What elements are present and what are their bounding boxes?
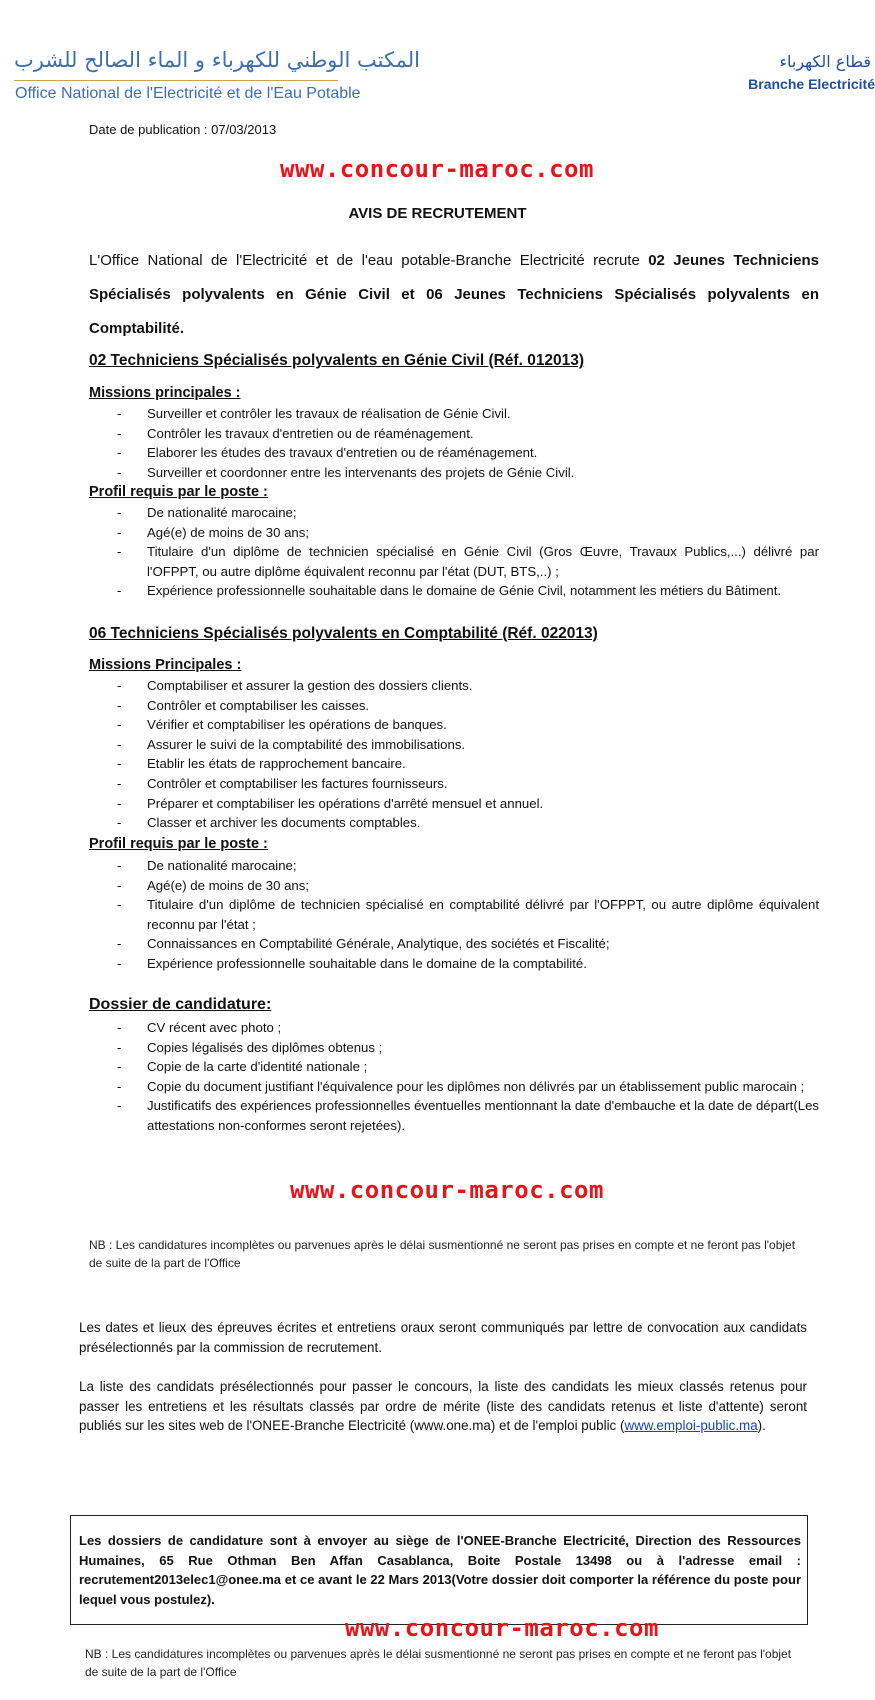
list-item: - Agé(e) de moins de 30 ans;: [89, 523, 819, 543]
paragraph-publication-end: ).: [757, 1418, 766, 1434]
dossier-list: [89, 1018, 819, 1136]
list-item: - Agé(e) de moins de 30 ans;: [89, 876, 819, 896]
nb-note-1: NB : Les candidatures incomplètes ou parvenues après le délai susmentionné ne seront pas prises en compte et ne feront pas l'objet de suite de la part de l'Office: [89, 1238, 796, 1270]
list-item: - Titulaire d'un diplôme de technicien spécialisé en Génie Civil (Gros Œuvre, Travaux Publics,...) délivré par l'OFPPT, ou autre diplôme équivalent reconnu par l'état (DUT, BTS,..) ;: [89, 542, 819, 581]
section-genie-civil-heading: 02 Techniciens Spécialisés polyvalents en Génie Civil (Réf. 012013): [89, 352, 585, 369]
list-item: - Préparer et comptabiliser les opérations d'arrêté mensuel et annuel.: [89, 794, 819, 814]
list-item: - Contrôler les travaux d'entretien ou de réaménagement.: [89, 424, 819, 444]
list-item: - De nationalité marocaine;: [89, 503, 819, 523]
watermark-top: www.concour-maroc.com: [280, 155, 594, 183]
intro-paragraph: [89, 244, 819, 346]
submission-text: Les dossiers de candidature sont à envoyer au siège de l'ONEE-Branche Electricité, Direction des Ressources Humaines, 65 Rue Othman Ben Affan Casablanca, Boite Postale 13498 ou à l'adresse email : recrutement2013elec1@onee.ma et ce avant le 22 Mars 2013(Votre dossier doit comporter la référence du poste pour lequel vous postulez).: [79, 1533, 801, 1607]
page-title: AVIS DE RECRUTEMENT: [348, 205, 527, 222]
org-name-french: Office National de l'Electricité et de l'Eau Potable: [15, 85, 361, 102]
paragraph-publication-text: La liste des candidats présélectionnés pour passer le concours, la liste des candidats les mieux classés retenus pour passer les entretiens et les résultats classés par ordre de mérite (liste des candidats retenus et liste d'attente) seront publiés sur les sites web de l'ONEE-Branche Electricité (www.one.ma) et de l'emploi public (: [79, 1379, 807, 1434]
list-item: - Copies légalisés des diplômes obtenus ;: [89, 1038, 819, 1058]
list-item: - De nationalité marocaine;: [89, 856, 819, 876]
list-item: - Copie du document justifiant l'équivalence pour les diplômes non délivrés par un établissement public marocain ;: [89, 1077, 819, 1097]
list-item: - Titulaire d'un diplôme de technicien spécialisé en comptabilité délivré par l'OFPPT, ou autre diplôme équivalent reconnu par l'état ;: [89, 895, 819, 934]
list-item: - Expérience professionnelle souhaitable dans le domaine de la comptabilité.: [89, 954, 819, 974]
list-item: - Connaissances en Comptabilité Générale, Analytique, des sociétés et Fiscalité;: [89, 934, 819, 954]
list-item: - Elaborer les études des travaux d'entretien ou de réaménagement.: [89, 443, 819, 463]
list-item: - Etablir les états de rapprochement bancaire.: [89, 754, 819, 774]
dossier-title: Dossier de candidature:: [89, 996, 272, 1013]
section-comptabilite-heading: 06 Techniciens Spécialisés polyvalents en Comptabilité (Réf. 022013): [89, 625, 598, 642]
paragraph-convocation: Les dates et lieux des épreuves écrites et entretiens oraux seront communiqués par lettre de convocation aux candidats présélectionnés par la commission de recrutement.: [79, 1320, 807, 1355]
section1-missions-list: [89, 404, 819, 482]
list-item: - Comptabiliser et assurer la gestion des dossiers clients.: [89, 676, 819, 696]
list-item: - Contrôler et comptabiliser les factures fournisseurs.: [89, 774, 819, 794]
list-item: - Expérience professionnelle souhaitable dans le domaine de Génie Civil, notamment les métiers du Bâtiment.: [89, 581, 819, 601]
section2-missions-list: [89, 676, 819, 833]
header-divider: [14, 80, 338, 81]
nb-note-2: NB : Les candidatures incomplètes ou parvenues après le délai susmentionné ne seront pas prises en compte et ne feront pas l'objet de suite de la part de l'Office: [85, 1647, 792, 1679]
list-item: - Surveiller et coordonner entre les intervenants des projets de Génie Civil.: [89, 463, 819, 483]
emploi-public-link[interactable]: www.emploi-public.ma: [624, 1418, 758, 1434]
list-item: - CV récent avec photo ;: [89, 1018, 819, 1038]
publication-date: Date de publication : 07/03/2013: [89, 122, 277, 137]
section2-missions-title: Missions Principales :: [89, 657, 242, 673]
section1-profile-title: Profil requis par le poste :: [89, 484, 268, 500]
section1-profile-list: [89, 503, 819, 601]
list-item: - Surveiller et contrôler les travaux de réalisation de Génie Civil.: [89, 404, 819, 424]
section2-profile-title: Profil requis par le poste :: [89, 836, 268, 852]
intro-text: L'Office National de l'Electricité et de l'eau potable-Branche Electricité recrute: [89, 252, 649, 269]
watermark-bottom: www.concour-maroc.com: [345, 1614, 659, 1642]
list-item: - Justificatifs des expériences professionnelles éventuelles mentionnant la date d'embauche et la date de départ(Les attestations non-conformes seront rejetées).: [89, 1096, 819, 1135]
list-item: - Vérifier et comptabiliser les opérations de banques.: [89, 715, 819, 735]
paragraph-publication: [79, 1377, 807, 1436]
section2-profile-list: [89, 856, 819, 974]
intro-bold: 02 Jeunes Techniciens Spécialisés polyvalents en Génie Civil et 06 Jeunes Techniciens Spécialisés polyvalents en Comptabilité.: [89, 252, 819, 337]
org-name-arabic: المكتب الوطني للكهرباء و الماء الصالح للشرب: [14, 48, 420, 72]
branch-name-arabic: قطاع الكهرباء: [779, 52, 871, 71]
watermark-middle: www.concour-maroc.com: [290, 1176, 604, 1204]
list-item: - Contrôler et comptabiliser les caisses.: [89, 696, 819, 716]
section1-missions-title: Missions principales :: [89, 385, 241, 401]
list-item: - Assurer le suivi de la comptabilité des immobilisations.: [89, 735, 819, 755]
list-item: - Classer et archiver les documents comptables.: [89, 813, 819, 833]
list-item: - Copie de la carte d'identité nationale ;: [89, 1057, 819, 1077]
branch-name-french: Branche Electricité: [748, 76, 875, 92]
